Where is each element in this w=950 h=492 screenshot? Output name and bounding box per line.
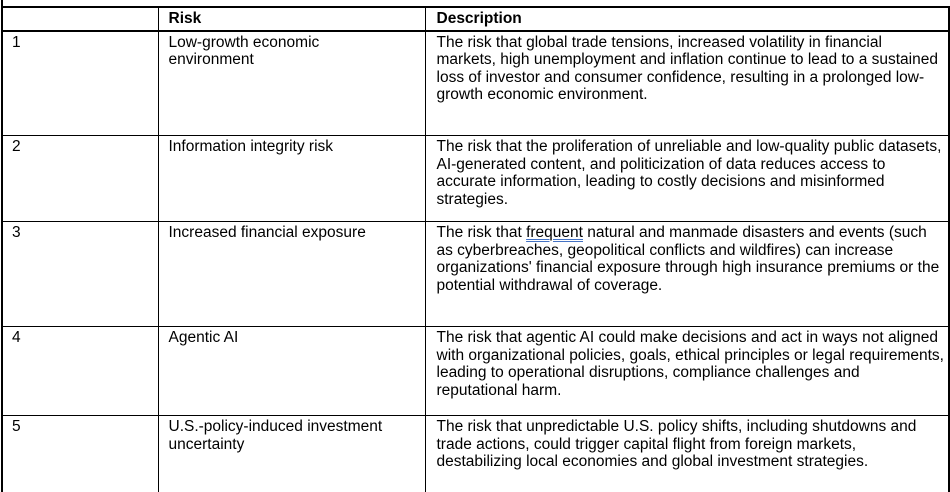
table-header-row <box>2 7 949 31</box>
risk-name: Information integrity risk <box>158 136 425 222</box>
table-row <box>2 222 949 327</box>
grammar-underlined-word[interactable]: frequent <box>526 224 583 241</box>
row-number: 4 <box>2 327 158 416</box>
risk-name: Increased financial exposure <box>158 222 425 327</box>
table-row <box>2 136 949 222</box>
table-row <box>2 327 949 416</box>
header-cell-number <box>2 7 158 31</box>
risk-description <box>425 136 949 222</box>
description-text: The risk that <box>436 224 527 241</box>
description-text: The risk that unpredictable U.S. policy shifts, including shutdowns and trade actions, could trigger capital flight from foreign markets, destabilizing local economies and global investment strategies. <box>436 418 917 470</box>
risk-description <box>425 416 949 492</box>
table-row <box>2 31 949 136</box>
risk-name: U.S.-policy-induced investment uncertainty <box>158 416 425 492</box>
description-text: The risk that agentic AI could make decisions and act in ways not aligned with organizational policies, goals, ethical principles or legal requirements, leading to operational disruptions, compliance challenges and reputational harm. <box>436 329 944 399</box>
risk-description <box>425 222 949 327</box>
risk-name: Low-growth economic environment <box>158 31 425 136</box>
row-number: 5 <box>2 416 158 492</box>
header-cell-risk: Risk <box>158 7 425 31</box>
risk-table <box>1 6 950 492</box>
risk-description <box>425 31 949 136</box>
description-text-after: natural and manmade disasters and events (such as cyberbreaches, geopolitical conflicts and wildfires) can increase organizations' financial exposure through high insurance premiums or the potential withdrawal of coverage. <box>436 224 940 294</box>
description-text: The risk that the proliferation of unreliable and low-quality public datasets, AI-generated content, and politicization of data reduces access to accurate information, leading to costly decisions and misinformed strategies. <box>436 138 942 208</box>
table-row <box>2 416 949 492</box>
description-text: The risk that global trade tensions, increased volatility in financial markets, high unemployment and inflation continue to lead to a sustained loss of investor and consumer confidence, resulting in a prolonged low-growth economic environment. <box>436 33 938 103</box>
row-number: 3 <box>2 222 158 327</box>
header-cell-description: Description <box>425 7 949 31</box>
row-number: 2 <box>2 136 158 222</box>
row-number: 1 <box>2 31 158 136</box>
risk-description <box>425 327 949 416</box>
risk-name: Agentic AI <box>158 327 425 416</box>
